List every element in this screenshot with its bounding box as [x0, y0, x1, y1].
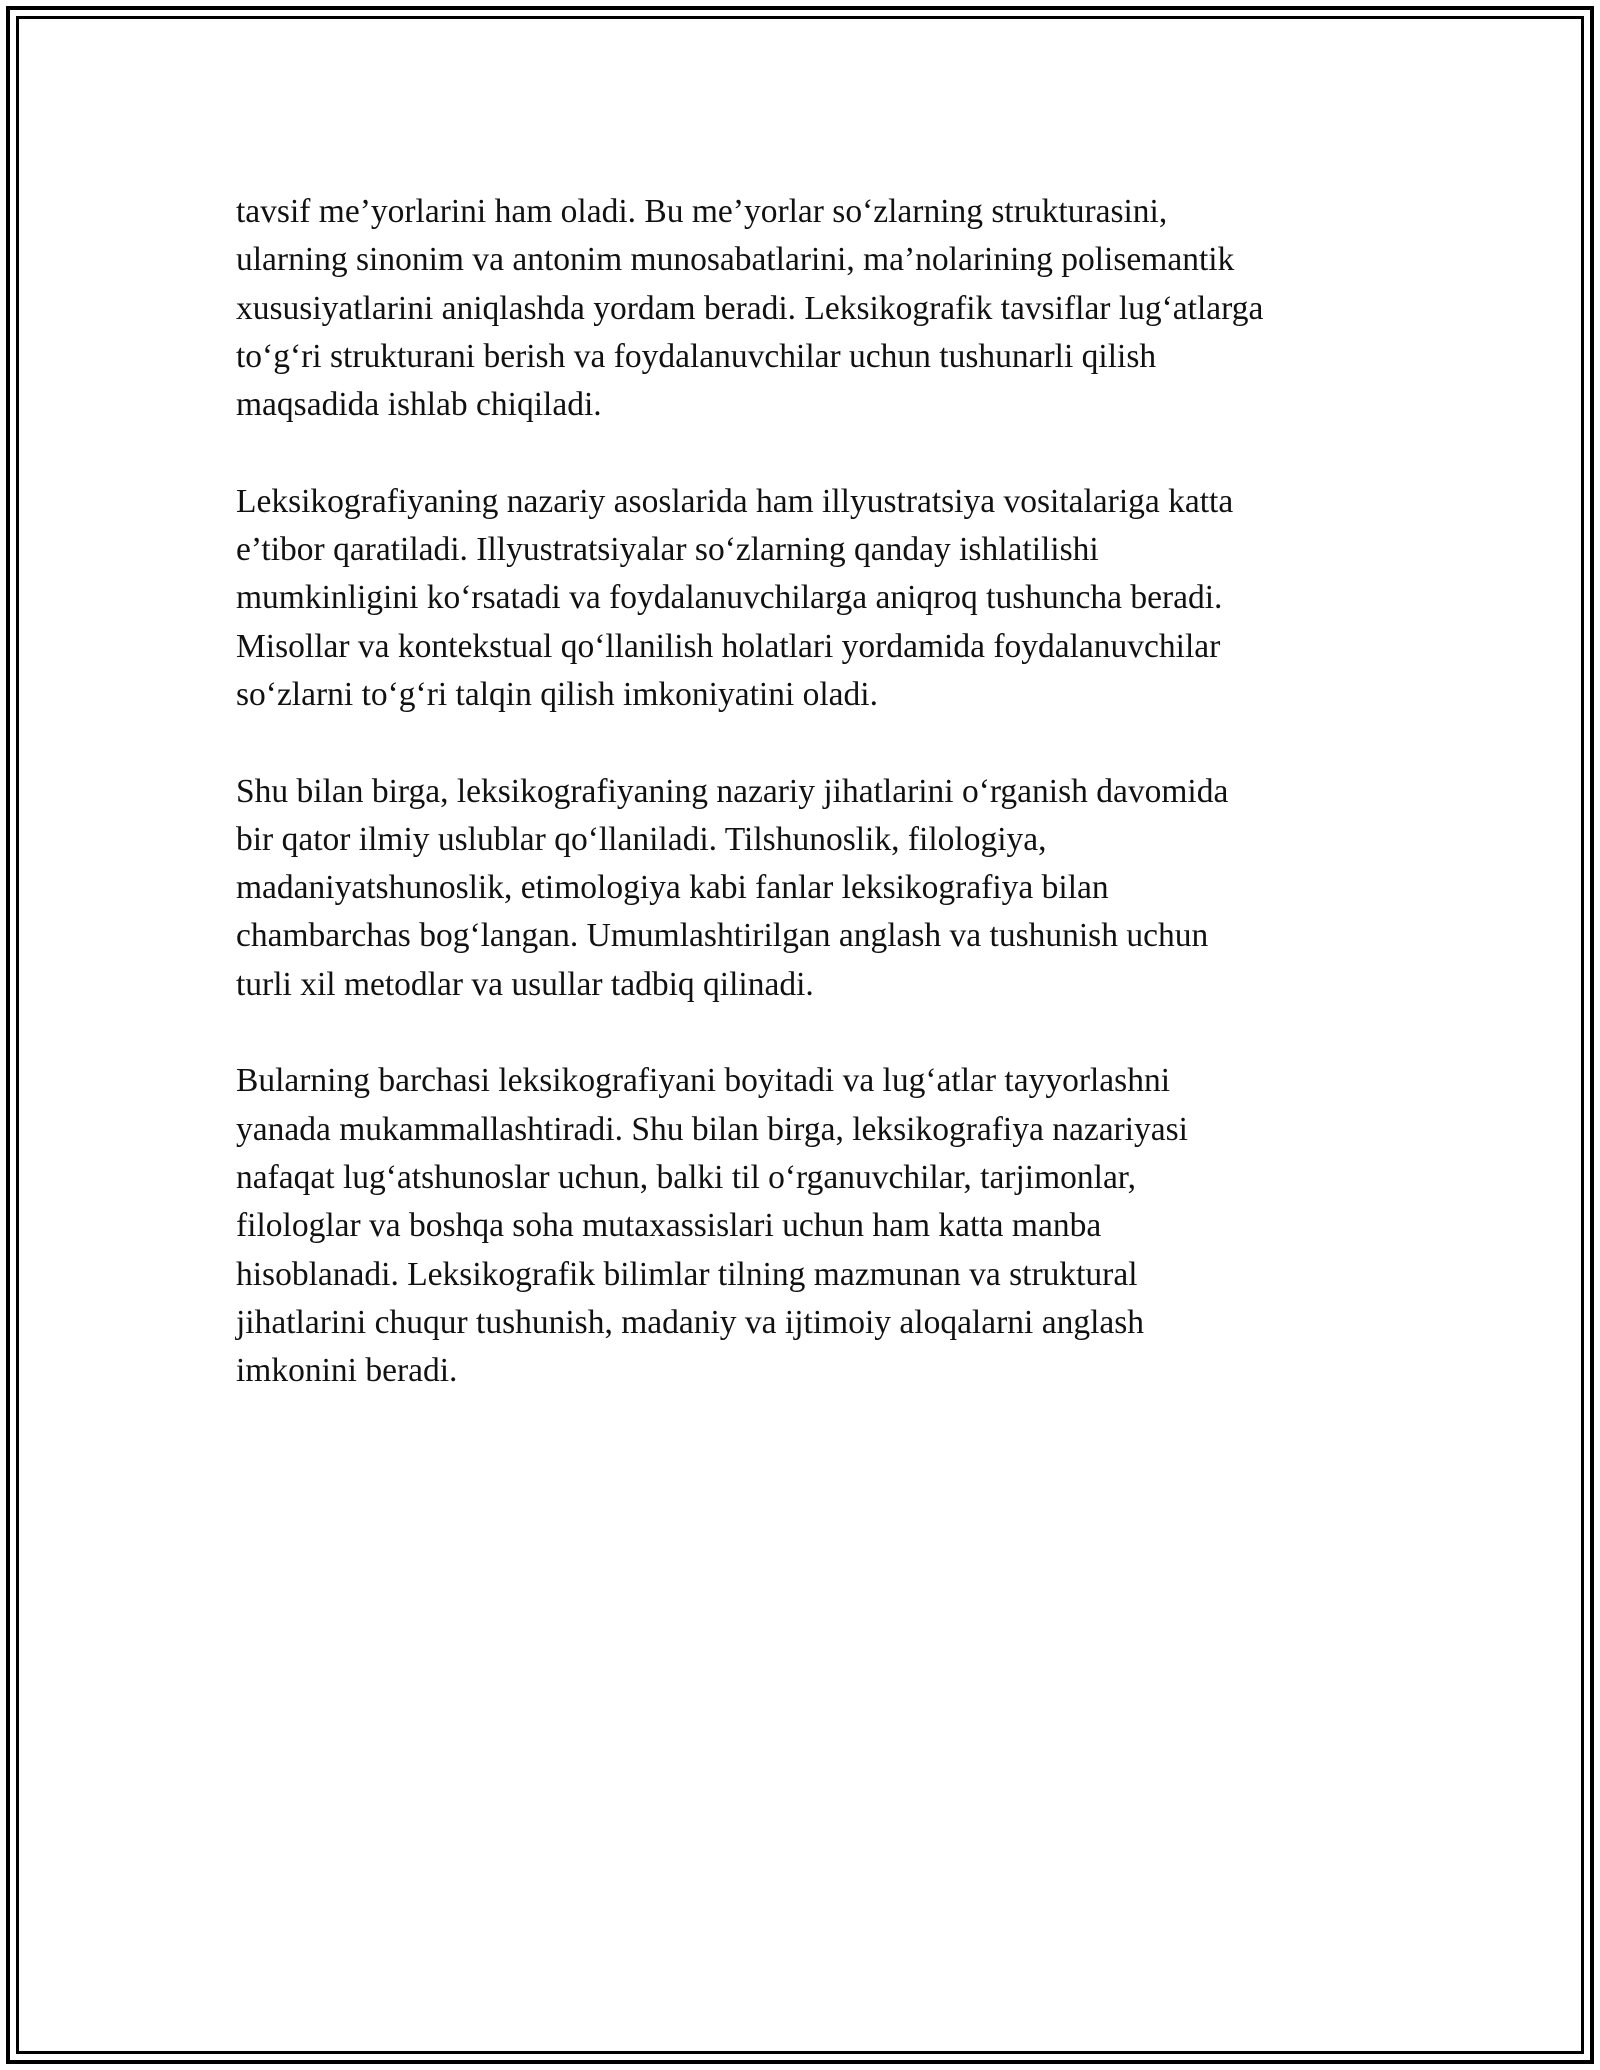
text-line: tavsif me’yorlarini ham oladi. Bu me’yorlar so‘zlarning strukturasini,: [236, 193, 1168, 230]
text-line: so‘zlarni to‘g‘ri talqin qilish imkoniyatini oladi.: [236, 675, 878, 713]
paragraph-1: [236, 188, 1376, 429]
text-line: Leksikografiyaning nazariy asoslarida ham illyustratsiya vositalariga katta: [236, 482, 1234, 520]
paragraph-2: [236, 478, 1376, 719]
text-line: nafaqat lug‘atshunoslar uchun, balki til o‘rganuvchilar, tarjimonlar,: [236, 1158, 1137, 1196]
text-line: ularning sinonim va antonim munosabatlarini, ma’nolarining polisemantik: [236, 241, 1235, 279]
text-line: e’tibor qaratiladi. Illyustratsiyalar so‘zlarning qanday ishlatilishi: [236, 531, 1099, 569]
text-line: filologlar va boshqa soha mutaxassislari uchun ham katta manba: [236, 1207, 1102, 1245]
paragraph-4: [236, 1057, 1376, 1395]
text-line: Shu bilan birga, leksikografiyaning nazariy jihatlarini o‘rganish davomida: [236, 772, 1229, 810]
text-line: hisoblanadi. Leksikografik bilimlar tilning mazmunan va struktural: [236, 1255, 1138, 1293]
text-line: chambarchas bog‘langan. Umumlashtirilgan anglash va tushunish uchun: [236, 917, 1209, 955]
document-body: [236, 188, 1376, 1444]
text-line: madaniyatshunoslik, etimologiya kabi fanlar leksikografiya bilan: [236, 869, 1109, 907]
text-line: maqsadida ishlab chiqiladi.: [236, 386, 602, 424]
text-line: turli xil metodlar va usullar tadbiq qilinadi.: [236, 965, 814, 1003]
text-line: to‘g‘ri strukturani berish va foydalanuvchilar uchun tushunarli qilish: [236, 337, 1157, 375]
text-line: Bularning barchasi leksikografiyani boyitadi va lug‘atlar tayyorlashni: [236, 1062, 1171, 1100]
text-line: xususiyatlarini aniqlashda yordam beradi. Leksikografik tavsiflar lug‘atlarga: [236, 289, 1264, 327]
text-line: imkonini beradi.: [236, 1352, 458, 1390]
text-line: bir qator ilmiy uslublar qo‘llaniladi. Tilshunoslik, filologiya,: [236, 820, 1047, 858]
text-line: yanada mukammallashtiradi. Shu bilan birga, leksikografiya nazariyasi: [236, 1110, 1188, 1148]
text-line: jihatlarini chuqur tushunish, madaniy va ijtimoiy aloqalarni anglash: [236, 1303, 1145, 1341]
paragraph-3: [236, 768, 1376, 1009]
text-line: mumkinligini ko‘rsatadi va foydalanuvchilarga aniqroq tushuncha beradi.: [236, 579, 1223, 617]
text-line: Misollar va kontekstual qo‘llanilish holatlari yordamida foydalanuvchilar: [236, 627, 1221, 665]
